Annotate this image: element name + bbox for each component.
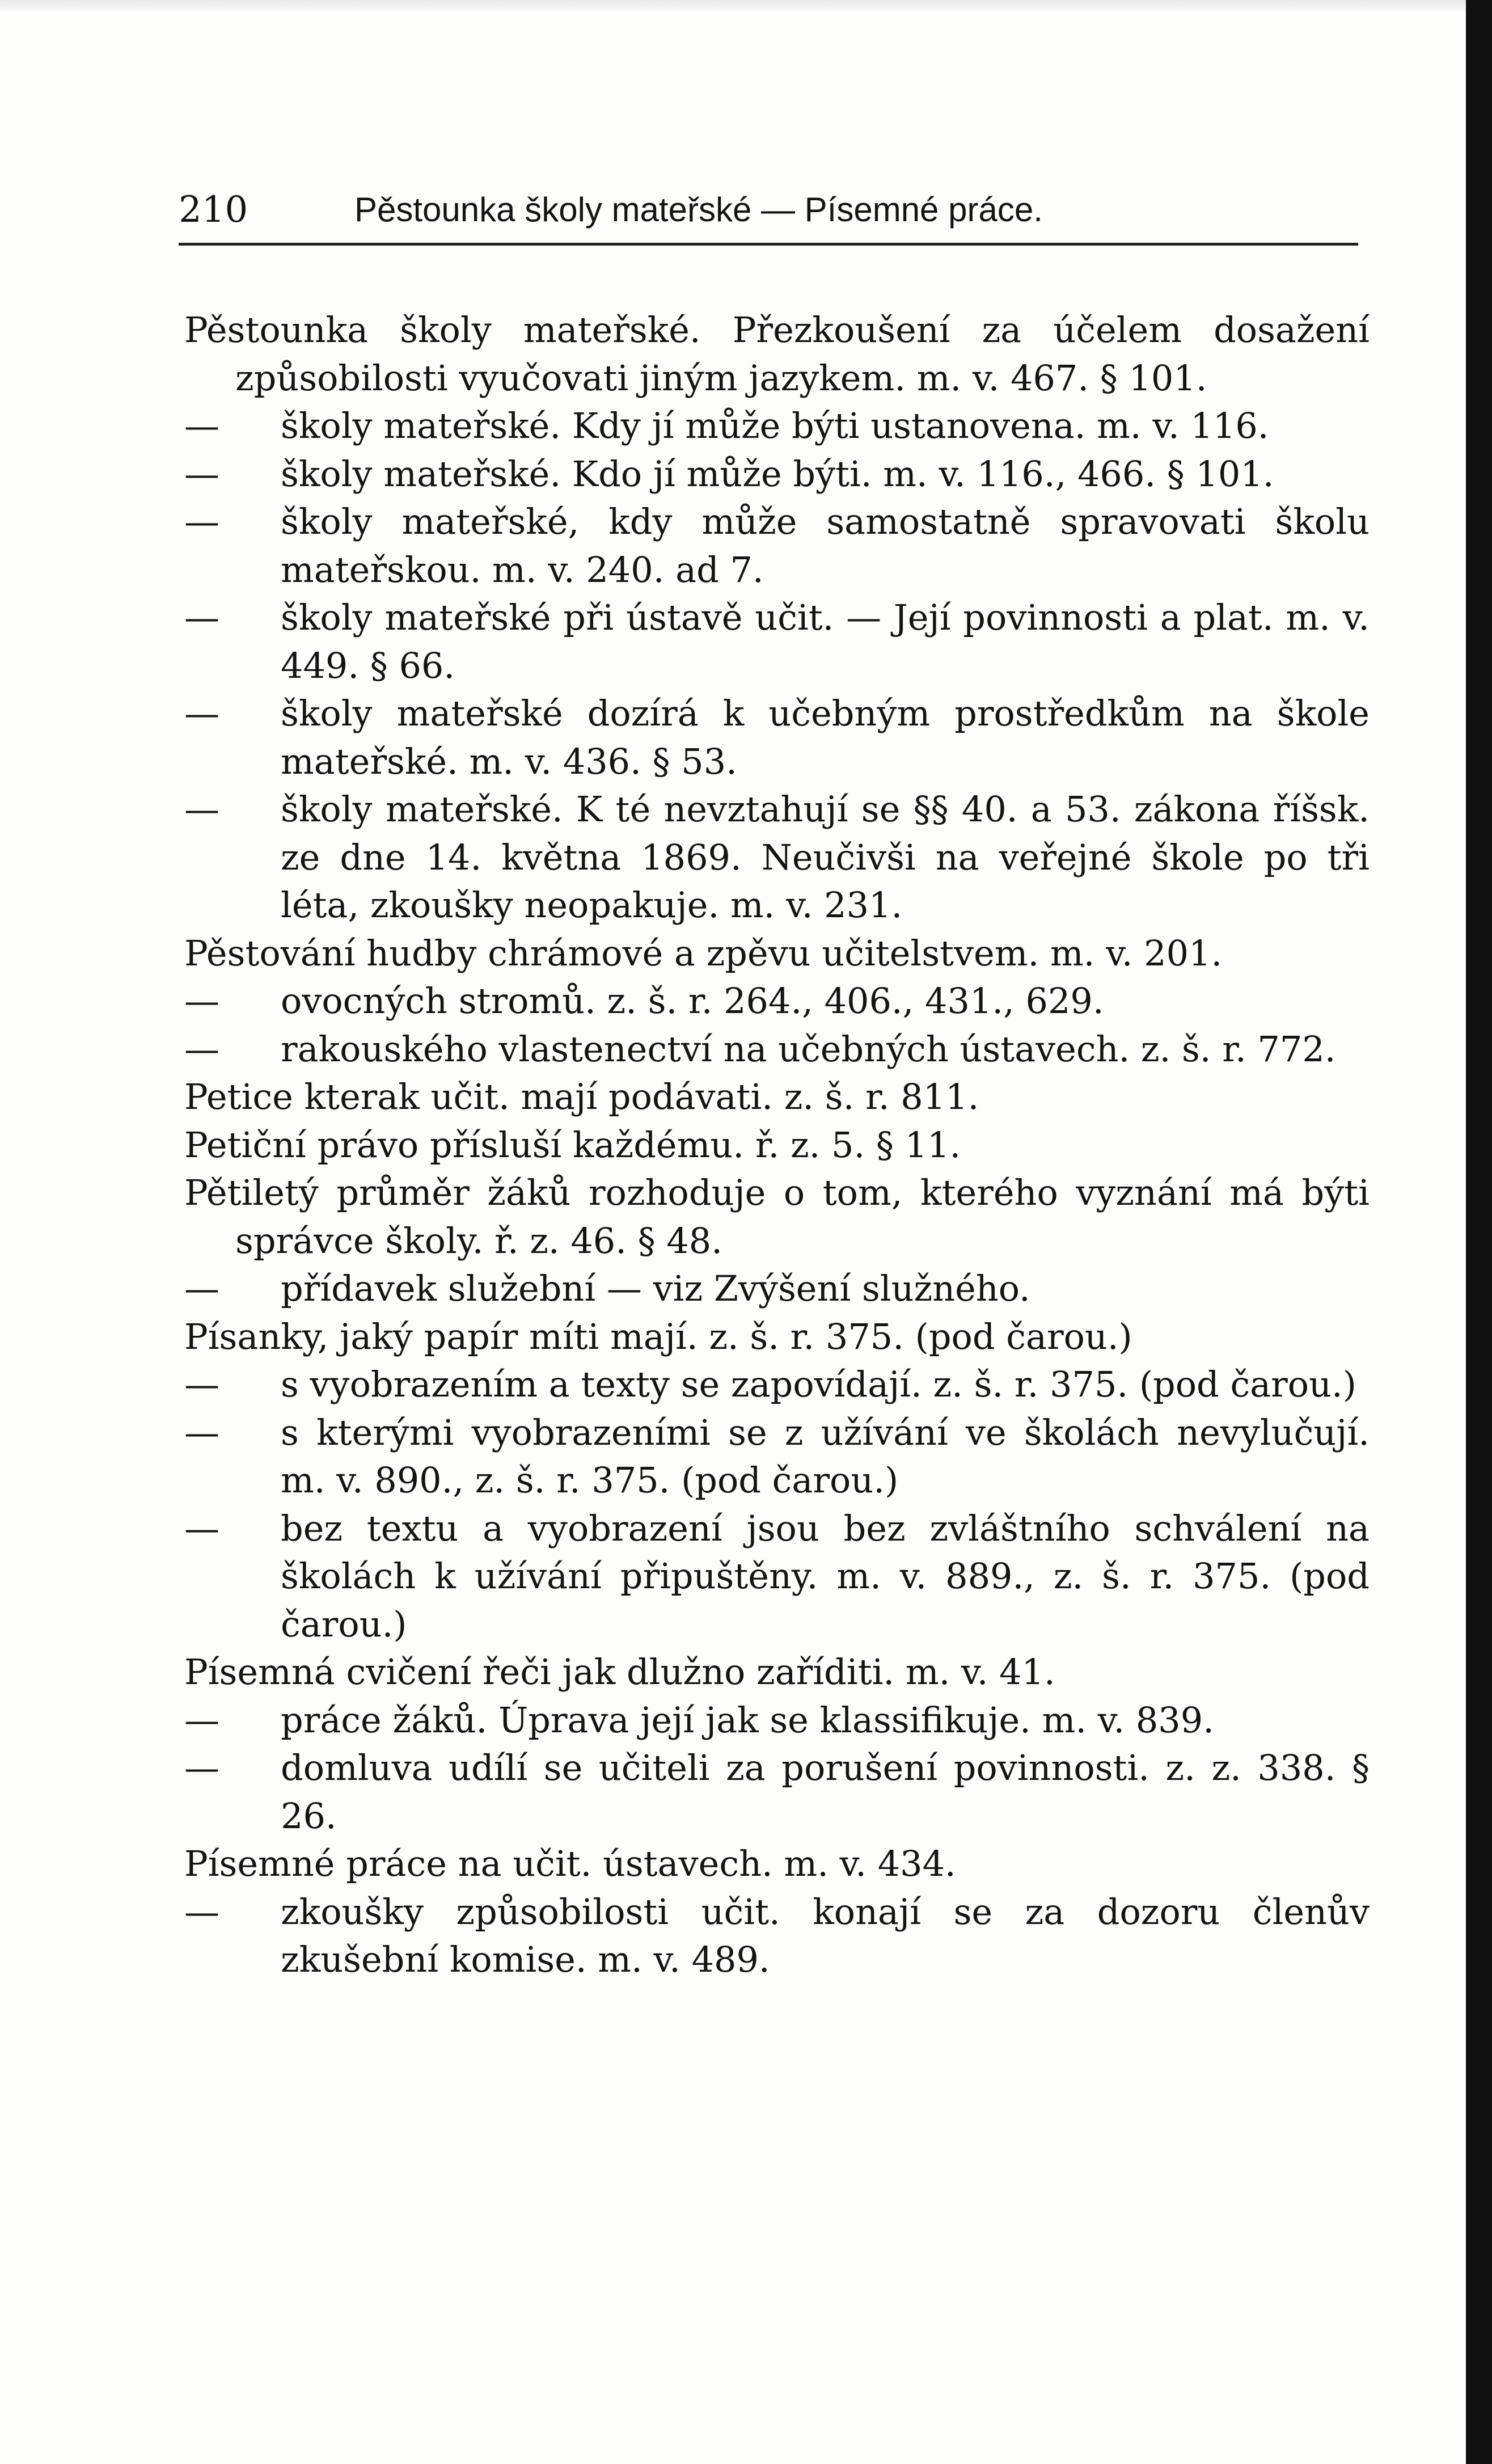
entry-dash: — (184, 1699, 219, 1741)
index-subentry (184, 1744, 1370, 1840)
entry-text: Písanky, jaký papír míti mají. z. š. r. 375. (pod čarou.) (184, 1315, 1132, 1357)
index-entry (184, 1169, 1370, 1265)
index-subentry (184, 690, 1370, 786)
entry-text: školy mateřské. K té nevztahují se §§ 40. a 53. zákona říšsk. ze dne 14. května 1869. Neučivši na veřejné škole po tři léta, zkoušky neopakuje. m. v. 231. (281, 788, 1370, 926)
entry-text: bez textu a vyobrazení jsou bez zvláštního schválení na školách k užívání připuštěny. m. v. 889., z. š. r. 375. (pod čarou.) (281, 1507, 1370, 1645)
index-subentry (184, 1505, 1370, 1649)
entry-text: školy mateřské. Kdy jí může býti ustanovena. m. v. 116. (281, 405, 1269, 446)
entry-dash: — (184, 1364, 219, 1405)
entry-dash: — (184, 1411, 219, 1453)
index-entry (184, 930, 1370, 978)
entry-text: práce žáků. Úprava její jak se klassifikuje. m. v. 839. (281, 1699, 1214, 1741)
entry-text: ovocných stromů. z. š. r. 264., 406., 431., 629. (281, 980, 1104, 1022)
entry-text: s vyobrazením a texty se zapovídají. z. š. r. 375. (pod čarou.) (281, 1364, 1356, 1405)
entry-text: Pěstování hudby chrámové a zpěvu učitelstvem. m. v. 201. (184, 932, 1223, 974)
index-subentry (184, 786, 1370, 930)
index-entries (184, 306, 1370, 1984)
index-entry (184, 1121, 1370, 1170)
entry-dash: — (184, 1028, 219, 1070)
index-entry (184, 1313, 1370, 1361)
entry-text: školy mateřské dozírá k učebným prostředkům na škole mateřské. m. v. 436. § 53. (281, 693, 1370, 782)
index-entry (184, 306, 1370, 402)
index-subentry (184, 450, 1370, 499)
index-entry (184, 1648, 1370, 1697)
entry-dash: — (184, 1891, 219, 1933)
entry-dash: — (184, 501, 219, 542)
index-subentry (184, 1265, 1370, 1313)
entry-dash: — (184, 693, 219, 734)
index-entry (184, 1840, 1370, 1888)
entry-text: zkoušky způsobilosti učit. konají se za dozoru členův zkušební komise. m. v. 489. (281, 1891, 1370, 1980)
index-subentry (184, 1409, 1370, 1505)
index-subentry (184, 594, 1370, 690)
index-subentry (184, 498, 1370, 594)
entry-text: Písemná cvičení řeči jak dlužno zaříditi. m. v. 41. (184, 1651, 1055, 1693)
entry-text: Petiční právo přísluší každému. ř. z. 5. § 11. (184, 1124, 961, 1166)
entry-text: školy mateřské. Kdo jí může býti. m. v. 116., 466. § 101. (281, 453, 1274, 495)
entry-dash: — (184, 597, 219, 638)
entry-text: rakouského vlastenectví na učebných ústavech. z. š. r. 772. (281, 1028, 1336, 1070)
entry-dash: — (184, 1268, 219, 1309)
scan-edge (1466, 0, 1492, 2464)
entry-text: Písemné práce na učit. ústavech. m. v. 434. (184, 1843, 956, 1884)
entry-text: Pětiletý průměr žáků rozhoduje o tom, kterého vyznání má býti správce školy. ř. z. 46. § 48. (184, 1172, 1370, 1261)
index-subentry (184, 977, 1370, 1026)
entry-dash: — (184, 453, 219, 495)
page-number: 210 (179, 189, 248, 231)
entry-dash: — (184, 980, 219, 1022)
entry-text: s kterými vyobrazeními se z užívání ve školách nevylučují. m. v. 890., z. š. r. 375. (pod čarou.) (281, 1411, 1370, 1501)
entry-text: Petice kterak učit. mají podávati. z. š. r. 811. (184, 1076, 979, 1117)
page-top-shadow (0, 0, 1466, 12)
entry-dash: — (184, 1747, 219, 1788)
entry-dash: — (184, 405, 219, 446)
entry-text: domluva udílí se učiteli za porušení povinnosti. z. z. 338. § 26. (281, 1747, 1370, 1837)
index-subentry (184, 1026, 1370, 1074)
running-head: Pěstounka školy mateřské — Písemné práce. (354, 191, 1043, 229)
entry-dash: — (184, 1507, 219, 1549)
header-rule (179, 243, 1358, 246)
index-subentry (184, 1697, 1370, 1745)
entry-text: školy mateřské při ústavě učit. — Její povinnosti a plat. m. v. 449. § 66. (281, 597, 1370, 686)
index-subentry (184, 1361, 1370, 1409)
entry-text: přídavek služební — viz Zvýšení služného. (281, 1268, 1030, 1309)
entry-text: Pěstounka školy mateřské. Přezkoušení za účelem dosažení způsobilosti vyučovati jiným jazykem. m. v. 467. § 101. (184, 309, 1370, 399)
entry-dash: — (184, 788, 219, 830)
index-subentry (184, 402, 1370, 450)
entry-text: školy mateřské, kdy může samostatně spravovati školu mateřskou. m. v. 240. ad 7. (281, 501, 1370, 590)
index-subentry (184, 1888, 1370, 1984)
index-entry (184, 1073, 1370, 1121)
page-header (179, 182, 1358, 238)
